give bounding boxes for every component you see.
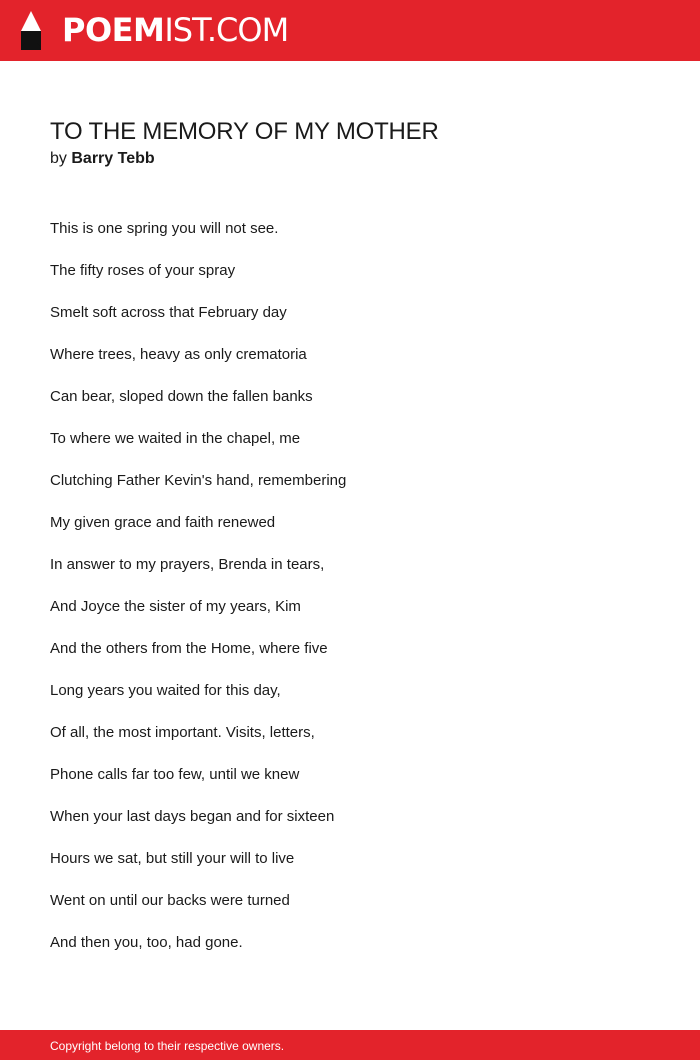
poem-line: Went on until our backs were turned (50, 892, 290, 909)
poem-line: Where trees, heavy as only crematoria (50, 346, 307, 363)
logo-bold-text: POEM (62, 11, 165, 49)
poem-line: Long years you waited for this day, (50, 682, 281, 699)
by-label: by (50, 150, 67, 167)
poem-line: The fifty roses of your spray (50, 262, 236, 279)
poem-line: And then you, too, had gone. (50, 934, 243, 951)
site-logo[interactable] (62, 11, 288, 49)
footer-copyright: Copyright belong to their respective owners. (50, 1039, 285, 1053)
poem-line: My given grace and faith renewed (50, 514, 276, 531)
poem-line: And the others from the Home, where five (50, 640, 328, 657)
site-header (0, 0, 700, 61)
logo-light-text: IST.COM (164, 11, 289, 49)
poem-line: Of all, the most important. Visits, letters, (50, 724, 315, 741)
poem-line: To where we waited in the chapel, me (50, 430, 301, 447)
poem-line: Hours we sat, but still your will to live (50, 850, 295, 867)
poem-body (50, 219, 650, 975)
poem-line: Phone calls far too few, until we knew (50, 766, 300, 783)
poem-byline (50, 149, 155, 169)
poem-author: Barry Tebb (71, 150, 155, 167)
poem-line: Can bear, sloped down the fallen banks (50, 388, 313, 405)
poem-line: In answer to my prayers, Brenda in tears, (50, 556, 325, 573)
poem-line: When your last days began and for sixteen (50, 808, 335, 825)
site-footer (0, 1030, 700, 1060)
poem-line: And Joyce the sister of my years, Kim (50, 598, 301, 615)
pencil-icon[interactable] (18, 10, 44, 51)
poem-line: Clutching Father Kevin's hand, remembering (50, 472, 347, 489)
poem-line: This is one spring you will not see. (50, 220, 279, 237)
poem-title: TO THE MEMORY OF MY MOTHER (50, 118, 439, 145)
poem-line: Smelt soft across that February day (50, 304, 287, 321)
